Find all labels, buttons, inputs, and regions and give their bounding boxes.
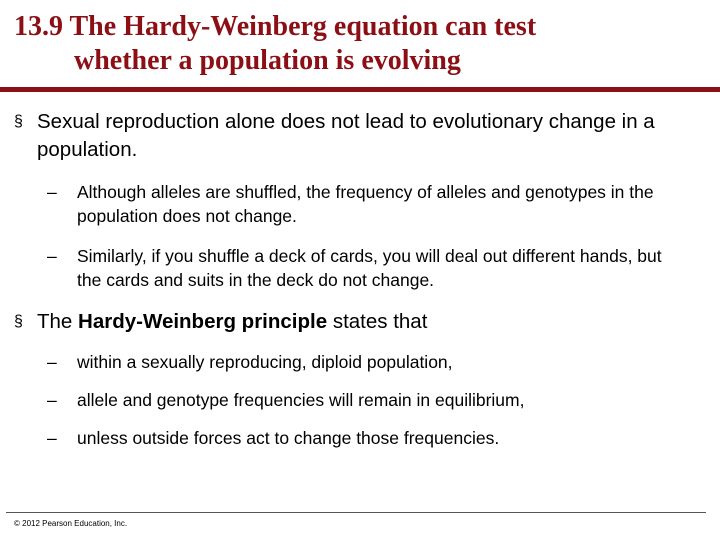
sub-bullet-text: allele and genotype frequencies will remain in equilibrium, xyxy=(77,390,525,410)
bullet-marker-icon: § xyxy=(14,313,23,330)
sub-bullet-item-4 xyxy=(47,388,687,412)
bullet-marker-icon: § xyxy=(14,113,23,130)
dash-marker-icon: – xyxy=(47,428,57,448)
dash-marker-icon: – xyxy=(47,246,57,266)
title-divider xyxy=(0,87,720,92)
bullet-text xyxy=(14,308,694,336)
bullet-text-bold-term: Hardy-Weinberg principle xyxy=(78,310,328,333)
sub-bullet-item-1 xyxy=(47,180,687,228)
slide-title-line1: 13.9 The Hardy-Weinberg equation can test xyxy=(14,11,537,42)
slide-title xyxy=(14,10,704,78)
bullet-text-suffix: states that xyxy=(327,310,428,333)
footer-divider xyxy=(6,512,706,513)
sub-bullet-text: within a sexually reproducing, diploid population, xyxy=(77,352,453,372)
sub-bullet-text: Although alleles are shuffled, the frequency of alleles and genotypes in the population does not change. xyxy=(77,182,654,226)
sub-bullet-text: Similarly, if you shuffle a deck of cards, you will deal out different hands, but the cards and suits in the deck do not change. xyxy=(77,246,662,290)
bullet-text-prefix: The xyxy=(37,310,79,333)
sub-bullet-text: unless outside forces act to change those frequencies. xyxy=(77,428,500,448)
dash-marker-icon: – xyxy=(47,182,57,202)
bullet-item-1 xyxy=(14,108,694,164)
sub-bullet-item-5 xyxy=(47,426,687,450)
copyright-footer: © 2012 Pearson Education, Inc. xyxy=(14,519,128,528)
bullet-text: Sexual reproduction alone does not lead to evolutionary change in a population. xyxy=(37,110,655,161)
dash-marker-icon: – xyxy=(47,352,57,372)
sub-bullet-item-3 xyxy=(47,350,687,374)
slide-title-line2: whether a population is evolving xyxy=(74,45,461,76)
dash-marker-icon: – xyxy=(47,390,57,410)
bullet-item-2 xyxy=(14,308,694,336)
sub-bullet-item-2 xyxy=(47,244,687,292)
